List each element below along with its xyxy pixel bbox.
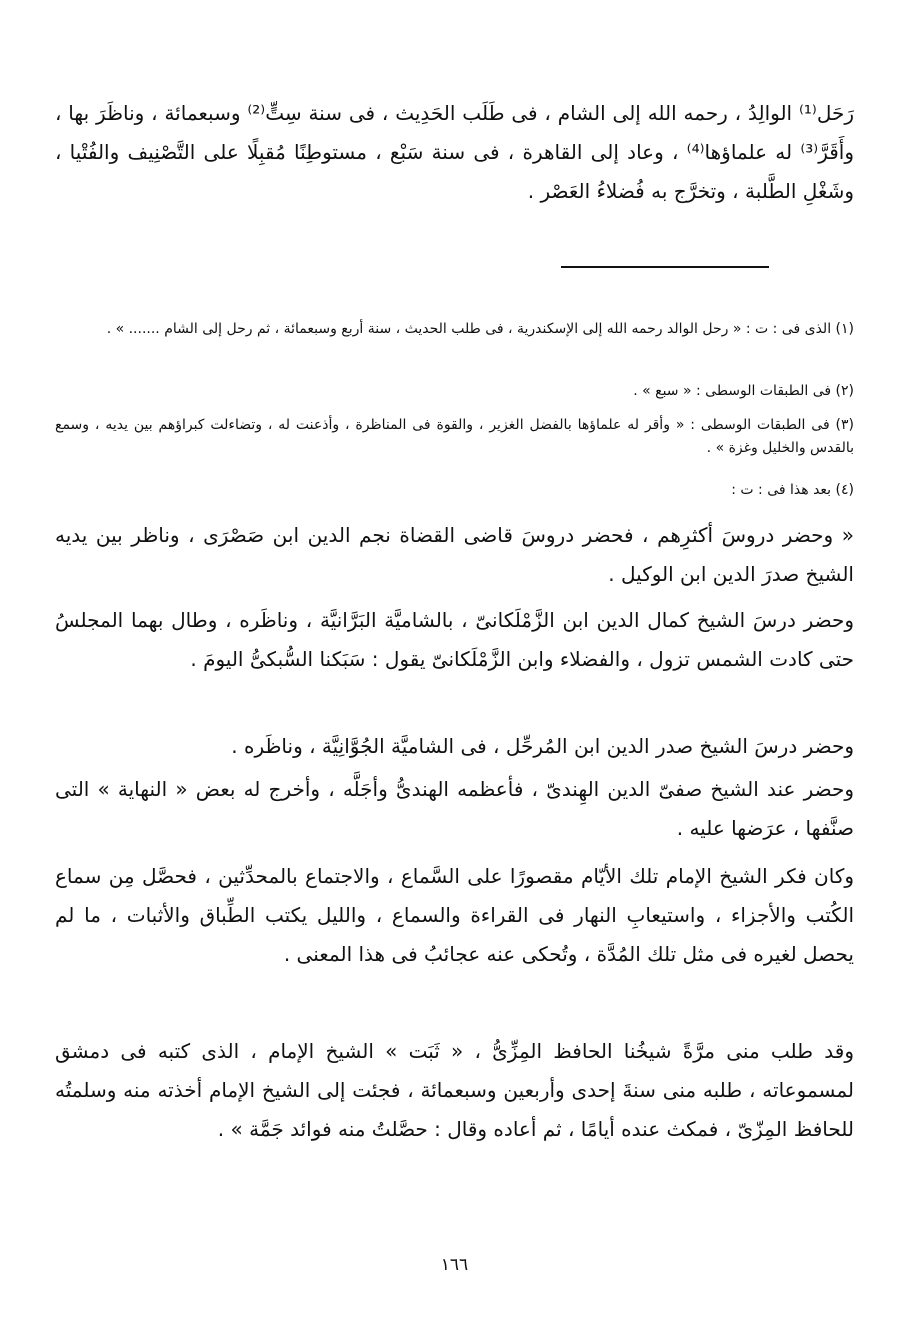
quoted-paragraph-6: وقد طلب منى مرَّةً شيخُنا الحافظ المِزِّىُّ ، « ثَبَت » الشيخ الإمام ، الذى كتبه فى دمشق لمسموعاته ، طلبه منى سنةَ إحدى وأربعين وسبعمائة ، فجئت إلى الشيخ الإمام أخذته منه وسلمتُه للحافظ المِزّىّ ، فمكث عنده أيامًا ، ثم أعاده وقال : حصَّلتُ منه فوائد جَمَّة » . bbox=[55, 1039, 854, 1141]
footnote-2: (٢) فى الطبقات الوسطى : « سبع » . bbox=[633, 383, 854, 399]
quoted-paragraph-2: وحضر درسَ الشيخ كمال الدين ابن الزَّمْلَكانىّ ، بالشاميَّة البَرَّانيَّة ، وناظَره ، وطال بهما المجلسُ حتى كادت الشمس تزول ، والفضلاء وابن الزَّمْلَكانىّ يقول : سَبَكنا السُّبكىُّ اليومَ . bbox=[55, 608, 854, 671]
footnote-1: (١) الذى فى : ت : « رحل الوالد رحمه الله إلى الإسكندرية ، فى طلب الحديث ، سنة أربع وسبعمائة ، ثم رحل إلى الشام ....... » . bbox=[106, 321, 854, 337]
footnote-separator bbox=[561, 266, 769, 268]
quoted-paragraph-4: وحضر عند الشيخ صفىّ الدين الهِندىّ ، فأعظمه الهندىُّ وأجَلَّه ، وأخرج له بعض « النهاية » التى صنَّفها ، عرَضها عليه . bbox=[55, 777, 854, 840]
footnote-4: (٤) بعد هذا فى : ت : bbox=[731, 482, 854, 498]
quoted-paragraph-3: وحضر درسَ الشيخ صدر الدين ابن المُرحِّل ، فى الشاميَّة الجُوَّانِيَّة ، وناظَره . bbox=[231, 734, 854, 758]
page-number: ١٦٦ bbox=[440, 1255, 469, 1275]
quoted-paragraph-1: « وحضر دروسَ أكثرِهم ، فحضر دروسَ قاضى القضاة نجم الدين ابن صَصْرَى ، وناظر بين يديه الشيخ صدرَ الدين ابن الوكيل . bbox=[55, 523, 854, 586]
quoted-paragraph-5: وكان فكر الشيخ الإمام تلك الأيّام مقصورًا على السَّماع ، والاجتماع بالمحدِّثين ، فحصَّل مِن سماع الكُتب والأجزاء ، واستيعابِ النهار فى القراءة والسماع ، والليل يكتب الطِّباق والأثبات ، ما لم يحصل لغيره فى مثل تلك المُدَّة ، وتُحكى عنه عجائبُ فى هذا المعنى . bbox=[55, 864, 854, 966]
footnote-3: (٣) فى الطبقات الوسطى : « وأقر له علماؤها بالفضل الغزير ، والقوة فى المناظرة ، وأذعنت له ، وتضاءلت كبراؤهم بين يديه ، وسمع بالقدس والخليل وغزة » . bbox=[55, 417, 854, 456]
opening-paragraph: رَحَل⁽¹⁾ الوالِدُ ، رحمه الله إلى الشام ، فى طَلَب الحَدِيث ، فى سنة سِتٍّ⁽²⁾ وسبعمائة ، وناظَرَ بها ، وأَقَرَّ⁽³⁾ له علماؤها⁽⁴⁾ ، وعاد إلى القاهرة ، فى سنة سَبْع ، مستوطِنًا مُقبِلًا على التَّصْنِيف والفُتْيا ، وشَغْلِ الطَّلبة ، وتخرَّج به فُضلاءُ العَصْر . bbox=[55, 101, 855, 203]
